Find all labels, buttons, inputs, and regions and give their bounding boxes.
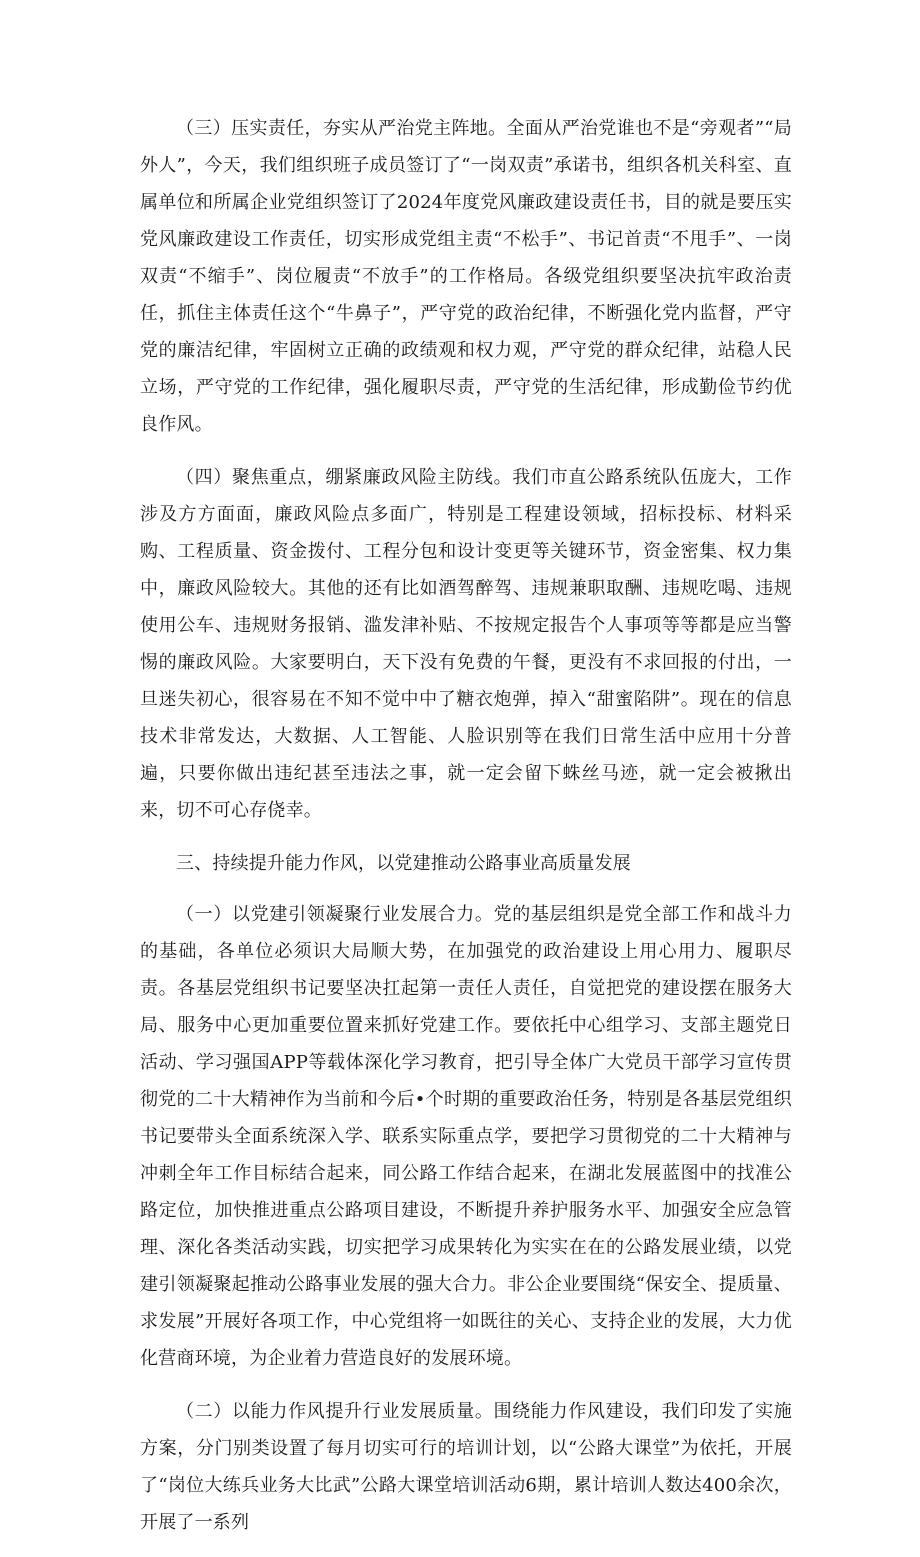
document-body [140,110,792,1557]
paragraph-capability-style: （二）以能力作风提升行业发展质量。围绕能力作风建设，我们印发了实施方案，分门别类设置了每月切实可行的培训计划，以“公路大课堂”为依托，开展了“岗位大练兵业务大比武”公路大课堂培训活动6期，累计培训人数达400余次，开展了一系列 [140,1401,792,1533]
section-heading-3: 三、持续提升能力作风，以党建推动公路事业高质量发展 [176,853,631,874]
paragraph-risk-focus: （四）聚焦重点，绷紧廉政风险主防线。我们市直公路系统队伍庞大，工作涉及方方面面，廉政风险点多面广，特别是工程建设领域，招标投标、材料采购、工程质量、资金拨付、工程分包和设计变更等关键环节，资金密集、权力集中，廉政风险较大。其他的还有比如酒驾醉驾、违规兼职取酬、违规吃喝、违规使用公车、违规财务报销、滥发津补贴、不按规定报告个人事项等等都是应当警惕的廉政风险。大家要明白，天下没有免费的午餐，更没有不求回报的付出，一旦迷失初心，很容易在不知不觉中中了糖衣炮弹，掉入“甜蜜陷阱”。现在的信息技术非常发达，大数据、人工智能、人脸识别等在我们日常生活中应用十分普遍，只要你做出违纪甚至违法之事，就一定会留下蛛丝马迹，就一定会被揪出来，切不可心存侥幸。 [140,467,792,821]
paragraph-party-building: （一）以党建引领凝聚行业发展合力。党的基层组织是党全部工作和战斗力的基础，各单位必须识大局顺大势，在加强党的政治建设上用心用力、履职尽责。各基层党组织书记要坚决扛起第一责任人责任，自觉把党的建设摆在服务大局、服务中心更加重要位置来抓好党建工作。要依托中心组学习、支部主题党日活动、学习强国APP等载体深化学习教育，把引导全体广大党员干部学习宣传贯彻党的二十大精神作为当前和今后•个时期的重要政治任务，特别是各基层党组织书记要带头全面系统深入学、联系实际重点学，要把学习贯彻党的二十大精神与冲刺全年工作目标结合起来，同公路工作结合起来，在湖北发展蓝图中的找准公路定位，加快推进重点公路项目建设，不断提升养护服务水平、加强安全应急管理、深化各类活动实践，切实把学习成果转化为实实在在的公路发展业绩，以党建引领凝聚起推动公路事业发展的强大合力。非公企业要围绕“保安全、提质量、求发展”开展好各项工作，中心党组将一如既往的关心、支持企业的发展，大力优化营商环境，为企业着力营造良好的发展环境。 [140,904,792,1369]
paragraph-responsibility: （三）压实责任，夯实从严治党主阵地。全面从严治党谁也不是“旁观者”“局外人”，今天，我们组织班子成员签订了“一岗双责”承诺书，组织各机关科室、直属单位和所属企业党组织签订了2024年度党风廉政建设责任书，目的就是要压实党风廉政建设工作责任，切实形成党组主责“不松手”、书记首责“不甩手”、一岗双责“不缩手”、岗位履责“不放手”的工作格局。各级党组织要坚决抗牢政治责任，抓住主体责任这个“牛鼻子”，严守党的政治纪律，不断强化党内监督，严守党的廉洁纪律，牢固树立正确的政绩观和权力观，严守党的群众纪律，站稳人民立场，严守党的工作纪律，强化履职尽责，严守党的生活纪律，形成勤俭节约优良作风。 [140,118,792,435]
